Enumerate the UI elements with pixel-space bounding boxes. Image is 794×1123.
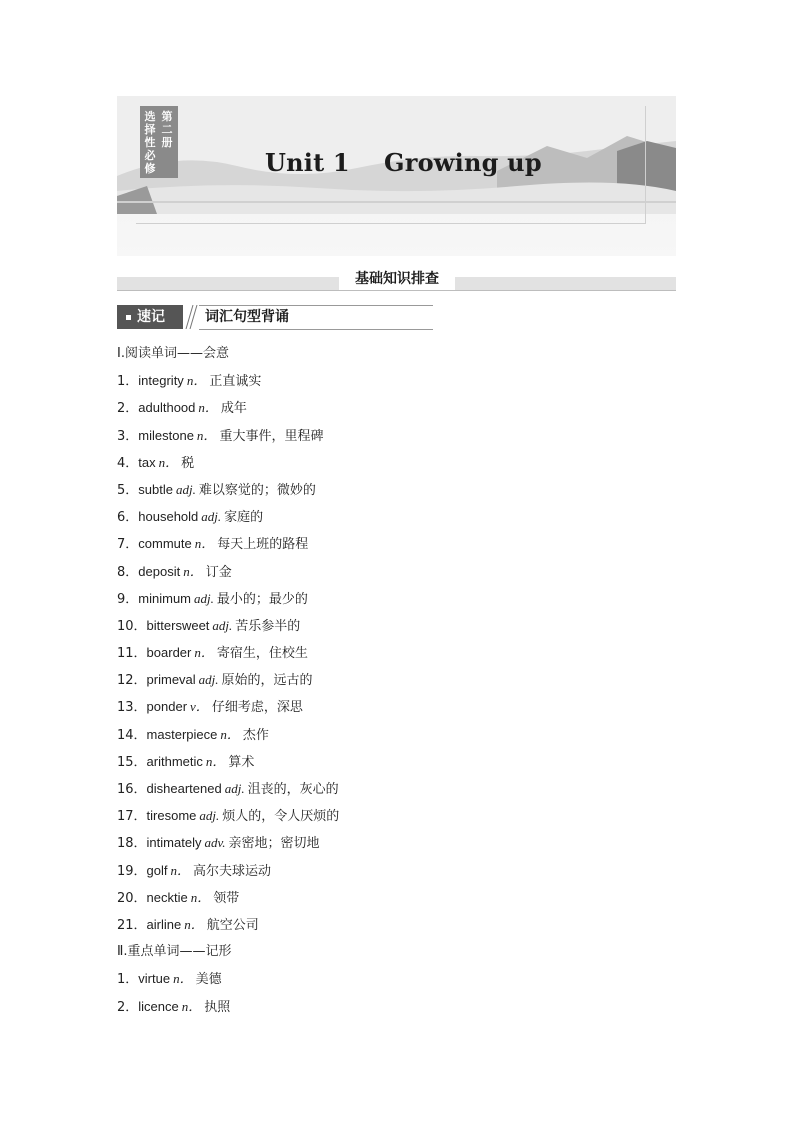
vocab-number: 16． [117,782,147,797]
vocab-meaning: 执照 [204,999,231,1015]
vocab-word: masterpiece [146,726,218,742]
vocab-pos: adj. [224,781,245,796]
vocab-number: 17． [117,809,147,825]
vocab-number: 18． [117,836,147,852]
vocab-meaning: 每天上班的路程 [217,537,309,553]
vocab-word: ponder [146,699,188,715]
vocab-pos: adj. [199,808,220,824]
vocab-word: household [138,509,199,525]
vocab-item [117,585,677,612]
vocab-pos: n． [194,645,214,661]
vocab-item [117,666,677,693]
vocab-meaning: 仔细考虑，深思 [211,700,303,716]
vocab-word: necktie [146,889,188,905]
vocab-word: virtue [138,971,171,987]
vocab-number: 1． [117,374,139,390]
vocab-number: 20． [117,890,147,906]
vocab-word: primeval [146,672,196,688]
vocab-item [117,503,677,530]
vocab-number: 9． [117,591,139,607]
vocab-meaning: 杰作 [242,727,269,743]
tab-title-box [199,305,433,330]
vocab-word: intimately [146,835,202,851]
vocab-word: adulthood [138,400,196,416]
vocab-word: bittersweet [146,617,210,633]
part2-heading: Ⅱ.重点单词——记形 [117,944,232,960]
vocab-meaning: 美德 [195,972,222,988]
vocab-number: 3． [117,428,139,444]
vocab-pos: n． [183,563,203,579]
vocab-content [117,340,677,1020]
vocab-item [117,367,677,394]
vocab-pos: adj. [201,509,222,525]
vocab-pos: n． [181,998,202,1014]
vocab-number: 8． [117,564,139,580]
tab-title: 词汇句型背诵 [205,309,289,325]
volume-tag-series: 选择性必修 [144,110,156,175]
vocab-word: tiresome [146,808,197,824]
vocab-pos: n． [173,971,193,987]
vocab-meaning: 寄宿生，住校生 [216,646,308,662]
part1-heading: Ⅰ.阅读单词——会意 [117,346,229,361]
vocab-item [117,449,677,476]
vocab-meaning: 算术 [228,754,255,770]
vocab-pos: adj. [212,617,233,633]
vocab-word: tax [138,454,156,470]
volume-tag-book: 第二册 [161,110,173,149]
vocab-number: 21． [117,917,147,933]
vocab-meaning: 家庭的 [224,510,264,526]
vocab-pos: v． [190,699,209,715]
vocab-item [117,558,677,585]
vocab-meaning: 亲密地；密切地 [228,836,320,852]
tab-badge-label: 速记 [137,309,165,325]
vocab-number: 1． [117,972,139,988]
vocab-word: deposit [138,563,181,579]
vocab-number: 4． [117,455,139,471]
vocab-number: 10． [117,618,147,634]
vocab-item [117,857,677,884]
vocab-item [117,884,677,911]
vocab-number: 6． [117,510,139,526]
vocab-word: disheartened [146,781,222,796]
vocab-word: airline [146,916,182,932]
vocab-number: 5． [117,482,139,498]
vocab-pos: n． [184,916,204,932]
vocab-pos: n． [196,427,217,443]
vocab-word: milestone [138,427,194,443]
vocab-item [117,530,677,557]
vocab-item [117,612,677,639]
vocab-meaning: 正直诚实 [209,374,262,390]
vocab-meaning: 高尔夫球运动 [193,863,272,879]
vocab-pos: adj. [194,590,214,606]
tab-badge [117,305,183,329]
part1-list [117,367,677,938]
vocab-item [117,394,677,421]
vocab-pos: n． [170,862,191,878]
vocab-number: 7． [117,537,139,553]
vocab-item [117,965,677,992]
vocab-pos: n． [205,753,226,769]
vocab-item [117,802,677,829]
vocab-item [117,721,677,748]
vocab-meaning: 订金 [205,564,232,580]
vocab-pos: n． [190,889,211,905]
vocab-pos: adj. [198,672,219,688]
vocab-meaning: 苦乐参半的 [235,618,301,634]
vocab-word: arithmetic [146,753,203,769]
vocab-word: commute [138,536,192,552]
vocab-number: 19． [117,863,147,879]
vocab-number: 11． [117,646,147,662]
vocab-pos: n． [186,373,207,389]
vocab-meaning: 税 [181,455,195,471]
vocab-number: 2． [117,999,139,1015]
vocab-number: 2． [117,401,139,417]
vocab-item [117,911,677,938]
vocab-word: integrity [138,373,184,389]
vocab-word: minimum [138,590,192,606]
vocab-word: licence [138,998,179,1014]
vocab-item [117,829,677,856]
vocab-pos: adv. [204,835,226,851]
vocab-pos: n． [198,400,218,416]
vocab-word: golf [146,862,168,878]
vocab-meaning: 烦人的，令人厌烦的 [222,809,340,825]
vocab-meaning: 领带 [213,890,240,906]
vocab-number: 15． [117,754,147,770]
vocab-pos: n． [220,726,240,742]
vocab-item [117,993,677,1020]
vocab-number: 13． [117,700,147,716]
vocab-word: boarder [146,645,192,661]
section-title: 基础知识排查 [339,268,455,290]
volume-tag [140,106,178,178]
vocab-meaning: 航空公司 [206,917,259,933]
vocab-meaning: 原始的，远古的 [221,673,313,689]
slash-divider-icon [183,305,199,329]
unit-title: Unit 1 Growing up [265,148,542,177]
vocab-item [117,775,677,802]
part2-list [117,965,677,1019]
vocab-item [117,422,677,449]
vocab-pos: n． [194,536,215,552]
vocab-meaning: 最小的；最少的 [216,591,308,607]
vocab-item [117,476,677,503]
square-bullet-icon [126,315,131,320]
vocab-meaning: 成年 [220,401,247,417]
vocab-item [117,748,677,775]
vocab-pos: n． [158,454,179,470]
vocab-meaning: 沮丧的，灰心的 [247,782,339,797]
vocab-item [117,639,677,666]
vocab-word: subtle [138,481,173,497]
vocab-meaning: 重大事件，里程碑 [219,428,324,444]
vocab-pos: adj. [175,481,196,497]
vocab-item [117,693,677,720]
vocab-meaning: 难以察觉的；微妙的 [198,482,316,498]
vocab-number: 12． [117,673,147,689]
label-tab [117,305,433,329]
vocab-number: 14． [117,727,147,743]
